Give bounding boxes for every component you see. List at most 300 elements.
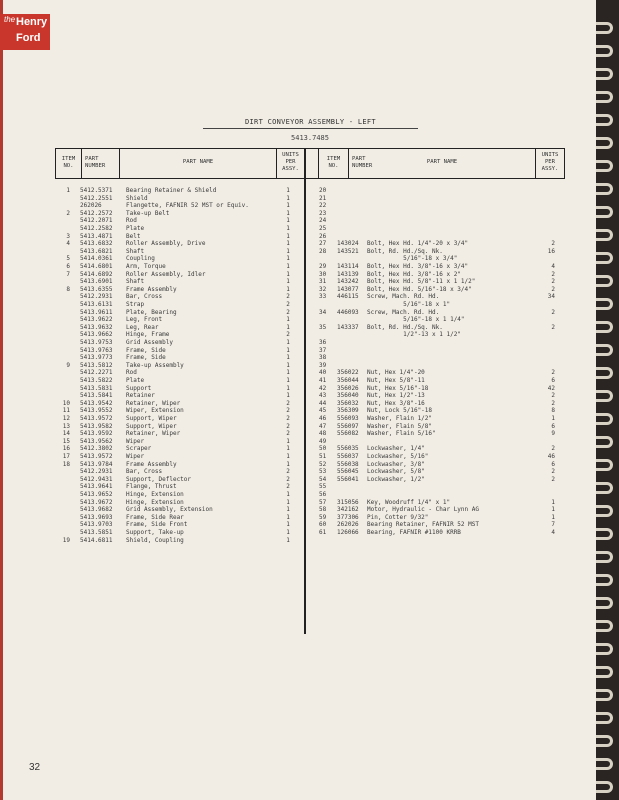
item-number: 52 (319, 460, 327, 468)
part-name: Wiper, Extension (126, 407, 184, 415)
part-number: 5413.9592 (80, 430, 113, 438)
part-name: Shaft (126, 247, 145, 255)
item-number: 11 (62, 407, 70, 415)
part-number: 5413.9682 (80, 506, 113, 514)
table-top-border (55, 148, 565, 149)
header-units (277, 152, 304, 173)
item-number: 23 (319, 209, 327, 217)
col-divider (81, 148, 82, 179)
header-units (536, 152, 564, 173)
part-number: 5414.6892 (80, 270, 113, 278)
part-name: Frame, Side Rear (126, 513, 184, 521)
units-per-assembly: 1 (286, 445, 290, 453)
units-per-assembly: 1 (286, 232, 290, 240)
part-number: 5413.9552 (80, 407, 113, 415)
part-name: Lockwasher, 5/8" (367, 468, 425, 476)
part-name: Nut, Hex 5/16"-18 (367, 384, 429, 392)
part-name: Support, Wiper (126, 415, 177, 422)
part-name: Grid Assembly (126, 339, 173, 346)
item-number: 10 (62, 399, 70, 407)
header-text: PER (544, 159, 556, 165)
item-number: 30 (319, 270, 327, 278)
header-text: NUMBER (352, 163, 373, 169)
part-name: Shaft (126, 278, 145, 286)
part-name: Bolt, Hex Hd. 5/16"-18 x 3/4" (367, 285, 472, 293)
item-number: 38 (319, 354, 327, 362)
part-name: Nut, Hex 5/8"-11 (367, 377, 425, 384)
units-per-assembly: 6 (551, 377, 555, 384)
units-per-assembly: 1 (286, 536, 290, 544)
binding-ring (596, 114, 613, 126)
item-number: 19 (62, 536, 70, 544)
units-per-assembly: 4 (551, 263, 555, 270)
units-per-assembly: 2 (286, 301, 290, 308)
part-number: 5413.6832 (80, 240, 113, 248)
item-number: 53 (319, 468, 327, 476)
part-number: 5414.6811 (80, 536, 113, 544)
header-part-name: PART NAME (182, 159, 214, 165)
part-number: 143024 (337, 240, 359, 248)
part-number: 356026 (337, 384, 359, 392)
part-number: 126066 (337, 529, 359, 536)
page-number: 32 (29, 762, 41, 773)
item-number: 26 (319, 232, 327, 240)
part-name: Roller Assembly, Drive (126, 240, 206, 248)
part-number: 5413.9582 (80, 422, 113, 430)
binding-ring (596, 597, 613, 609)
part-name: Bolt, Hex Hd. 3/8"-16 x 3/4" (367, 263, 469, 270)
units-per-assembly: 9 (551, 430, 555, 438)
units-per-assembly: 1 (286, 453, 290, 460)
item-number: 1 (66, 187, 70, 194)
part-name: 5/16"-18 x 1" (367, 301, 451, 308)
part-number: 5413.5831 (80, 384, 113, 392)
units-per-assembly: 16 (547, 247, 555, 255)
part-name: Shield, Coupling (126, 536, 184, 544)
item-number: 17 (62, 453, 70, 460)
item-number: 13 (62, 422, 70, 430)
header-part-number (85, 156, 119, 170)
part-name: Washer, Flain 5/16" (367, 430, 436, 438)
binding-ring (596, 344, 613, 356)
binding-ring (596, 712, 613, 724)
item-number: 60 (319, 521, 327, 529)
part-name: Bearing Retainer, FAFNIR 52 MST (367, 521, 479, 529)
binding-ring (596, 781, 613, 793)
part-number: 5413.4871 (80, 232, 113, 240)
header-part-name: PART NAME (426, 159, 458, 165)
part-number: 5412.2582 (80, 225, 113, 232)
units-per-assembly: 1 (551, 506, 555, 514)
spiral-binding (596, 0, 619, 800)
header-text: ITEM (326, 156, 341, 162)
units-per-assembly: 6 (551, 460, 555, 468)
part-number: 5413.5812 (80, 361, 113, 369)
item-number: 58 (319, 506, 327, 514)
part-number: 5412.3802 (80, 445, 113, 453)
part-name: Screw, Mach. Rd. Hd. (367, 308, 440, 316)
part-number: 143521 (337, 247, 359, 255)
units-per-assembly: 2 (551, 278, 555, 286)
item-number: 42 (319, 384, 327, 392)
item-number: 28 (319, 247, 327, 255)
units-per-assembly: 1 (286, 339, 290, 346)
item-number: 46 (319, 415, 327, 422)
part-name: Roller Assembly, Idler (126, 270, 206, 278)
units-per-assembly: 4 (551, 529, 555, 536)
part-number: 5413.9572 (80, 415, 113, 422)
units-per-assembly: 7 (551, 521, 555, 529)
units-per-assembly: 1 (286, 278, 290, 286)
part-name: Frame, Side (126, 346, 166, 354)
item-number: 45 (319, 407, 327, 415)
part-name: Frame Assembly (126, 460, 177, 468)
item-number: 55 (319, 483, 327, 491)
item-number: 29 (319, 263, 327, 270)
units-per-assembly: 2 (286, 293, 290, 301)
item-number: 9 (66, 361, 70, 369)
right-border (564, 148, 565, 179)
part-name: Nut, Hex 1/2"-13 (367, 392, 425, 400)
part-number: 556037 (337, 453, 359, 460)
header-text: NO. (63, 163, 74, 169)
part-name: Leg, Front (126, 316, 163, 324)
header-item-no (319, 156, 348, 170)
item-number: 21 (319, 194, 327, 202)
item-number: 59 (319, 513, 327, 521)
units-per-assembly: 1 (286, 217, 290, 225)
part-name: Bolt, Rd. Hd./Sq. Nk. (367, 323, 443, 331)
units-per-assembly: 2 (286, 407, 290, 415)
binding-ring (596, 482, 613, 494)
units-per-assembly: 1 (286, 247, 290, 255)
part-name: Lockwasher, 1/2" (367, 475, 425, 483)
binding-ring (596, 275, 613, 287)
part-number: 356040 (337, 392, 359, 400)
part-name: Wiper (126, 453, 145, 460)
header-text: PART (352, 156, 366, 162)
item-number: 20 (319, 187, 327, 194)
center-divider (304, 148, 306, 634)
part-number: 5413.9652 (80, 491, 113, 498)
part-name: Retainer, Wiper (126, 430, 181, 438)
item-number: 24 (319, 217, 327, 225)
table-row (319, 529, 565, 537)
header-text: ASSY. (541, 166, 559, 172)
part-name: Strap (126, 301, 145, 308)
logo-text-henry: Henry (16, 16, 48, 28)
part-name: Bolt, Hex Hd. 3/8"-16 x 2" (367, 270, 461, 278)
part-name: Rod (126, 217, 137, 225)
part-name: Nut, Lock 5/16"-18 (367, 407, 433, 415)
binding-ring (596, 367, 613, 379)
part-number: 5413.6131 (80, 301, 113, 308)
binding-ring (596, 206, 613, 218)
units-per-assembly: 2 (286, 331, 290, 339)
part-name: Support (126, 384, 152, 392)
part-number: 5413.9693 (80, 513, 113, 521)
item-number: 3 (66, 232, 70, 240)
units-per-assembly: 1 (286, 354, 290, 362)
units-per-assembly: 1 (286, 491, 290, 498)
units-per-assembly: 2 (551, 270, 555, 278)
binding-ring (596, 137, 613, 149)
part-number: 356309 (337, 407, 359, 415)
part-name: Motor, Hydraulic - Char Lynn AG (367, 506, 479, 514)
part-name: Arm, Torque (126, 263, 166, 270)
units-per-assembly: 2 (551, 392, 555, 400)
header-text: PART (85, 156, 99, 162)
units-per-assembly: 2 (286, 422, 290, 430)
item-number: 18 (62, 460, 70, 468)
units-per-assembly: 42 (547, 384, 555, 392)
binding-ring (596, 643, 613, 655)
item-number: 57 (319, 498, 327, 506)
units-per-assembly: 2 (551, 399, 555, 407)
part-number: 143077 (337, 285, 359, 293)
header-text: ITEM (61, 156, 76, 162)
units-per-assembly: 1 (286, 209, 290, 217)
units-per-assembly: 2 (286, 399, 290, 407)
part-number: 5413.9572 (80, 453, 113, 460)
units-per-assembly: 1 (286, 225, 290, 232)
part-name: Bearing, FAFNIR #1100 KRRB (367, 529, 461, 536)
header-text: PER (285, 159, 296, 165)
binding-ring (596, 22, 613, 34)
part-name: Hinge, Frame (126, 331, 170, 339)
part-name: Frame, Side Front (126, 521, 188, 529)
binding-ring (596, 252, 613, 264)
part-number: 5413.5851 (80, 529, 113, 536)
item-number: 36 (319, 339, 327, 346)
part-name: Shield (126, 194, 148, 202)
part-name: Grid Assembly, Extension (126, 506, 213, 514)
binding-ring (596, 321, 613, 333)
item-number: 6 (66, 263, 70, 270)
part-number: 143337 (337, 323, 359, 331)
part-name: Bolt, Hex Hd. 5/8"-11 x 1 1/2" (367, 278, 476, 286)
item-number: 37 (319, 346, 327, 354)
units-per-assembly: 1 (286, 437, 290, 445)
part-name: Lockwasher, 3/8" (367, 460, 425, 468)
item-number: 27 (319, 240, 327, 248)
binding-ring (596, 459, 613, 471)
part-number: 5413.9611 (80, 308, 113, 316)
units-per-assembly: 1 (286, 202, 290, 210)
units-per-assembly: 2 (286, 415, 290, 422)
part-name: Leg, Rear (126, 323, 159, 331)
item-number: 48 (319, 430, 327, 438)
page-title: DIRT CONVEYOR ASSEMBLY - LEFT (245, 118, 376, 126)
binding-ring (596, 574, 613, 586)
binding-ring (596, 160, 613, 172)
part-number: 556097 (337, 422, 359, 430)
units-per-assembly: 6 (551, 422, 555, 430)
item-number: 61 (319, 529, 327, 536)
part-number: 377306 (337, 513, 359, 521)
units-per-assembly: 1 (286, 255, 290, 263)
item-number: 8 (66, 285, 70, 293)
part-name: Retainer (126, 392, 155, 400)
part-number: 5413.9641 (80, 483, 113, 491)
binding-ring (596, 91, 613, 103)
units-per-assembly: 1 (286, 369, 290, 377)
units-per-assembly: 2 (551, 285, 555, 293)
logo-text-the: the (4, 15, 16, 24)
part-name: Lockwasher, 5/16" (367, 453, 429, 460)
units-per-assembly: 2 (286, 468, 290, 476)
part-number: 5413.6821 (80, 247, 113, 255)
part-name: Retainer, Wiper (126, 399, 181, 407)
part-number: 5414.6801 (80, 263, 113, 270)
part-name: Key, Woodruff 1/4" x 1" (367, 498, 451, 506)
part-name: 1/2"-13 x 1 1/2" (367, 331, 461, 339)
units-per-assembly: 1 (286, 187, 290, 194)
part-name: Frame, Side (126, 354, 166, 362)
item-number: 32 (319, 285, 327, 293)
part-number: 143139 (337, 270, 359, 278)
part-name: Coupling (126, 255, 155, 263)
part-name: Bar, Cross (126, 468, 163, 476)
parts-table (55, 148, 565, 634)
title-underline (203, 128, 418, 129)
part-number: 5412.9431 (80, 475, 113, 483)
units-per-assembly: 1 (286, 521, 290, 529)
item-number: 54 (319, 475, 327, 483)
item-number: 12 (62, 415, 70, 422)
item-number: 25 (319, 225, 327, 232)
part-name: Wiper (126, 437, 145, 445)
binding-ring (596, 413, 613, 425)
units-per-assembly: 1 (286, 377, 290, 384)
part-name: Take-up Belt (126, 209, 170, 217)
logo-text-ford: Ford (16, 32, 41, 44)
table-row (55, 537, 304, 545)
header-text: UNITS (541, 152, 559, 158)
units-per-assembly: 2 (286, 483, 290, 491)
part-number: 5413.9703 (80, 521, 113, 529)
part-number: 5414.0361 (80, 255, 113, 263)
binding-ring (596, 689, 613, 701)
item-number: 14 (62, 430, 70, 438)
part-number: 5412.2931 (80, 293, 113, 301)
item-number: 33 (319, 293, 327, 301)
binding-ring (596, 758, 613, 770)
header-text: UNITS (282, 152, 299, 158)
part-number: 5413.9753 (80, 339, 113, 346)
binding-ring (596, 505, 613, 517)
units-per-assembly: 8 (551, 407, 555, 415)
units-per-assembly: 1 (286, 384, 290, 392)
part-number: 556038 (337, 460, 359, 468)
item-number: 4 (66, 240, 70, 248)
binding-ring (596, 666, 613, 678)
part-name: Support, Take-up (126, 529, 184, 536)
part-number: 556082 (337, 430, 359, 438)
units-per-assembly: 1 (286, 323, 290, 331)
units-per-assembly: 1 (286, 285, 290, 293)
item-number: 51 (319, 453, 327, 460)
part-number: 143242 (337, 278, 359, 286)
item-number: 5 (66, 255, 70, 263)
part-name: Bolt, Hex Hd. 1/4"-20 x 3/4" (367, 240, 469, 248)
binding-ring (596, 551, 613, 563)
part-number: 5412.2551 (80, 194, 113, 202)
units-per-assembly: 1 (286, 506, 290, 514)
binding-ring (596, 436, 613, 448)
part-number: 446115 (337, 293, 359, 301)
part-number: 5412.2572 (80, 209, 113, 217)
units-per-assembly: 34 (547, 293, 555, 301)
part-name: Scraper (126, 445, 152, 453)
item-number: 47 (319, 422, 327, 430)
units-per-assembly: 2 (551, 369, 555, 377)
part-name: Rod (126, 369, 137, 377)
units-per-assembly: 2 (551, 240, 555, 248)
item-number: 34 (319, 308, 327, 316)
part-number: 5413.9773 (80, 354, 113, 362)
part-number: 5412.2071 (80, 217, 113, 225)
binding-ring (596, 45, 613, 57)
part-number: 5413.6901 (80, 278, 113, 286)
item-number: 31 (319, 278, 327, 286)
part-number: 315056 (337, 498, 359, 506)
item-number: 44 (319, 399, 327, 407)
part-number: 5413.9562 (80, 437, 113, 445)
part-number: 446093 (337, 308, 359, 316)
part-name: Bolt, Rd. Hd./Sq. Nk. (367, 247, 443, 255)
part-number: 5413.9542 (80, 399, 113, 407)
units-per-assembly: 2 (551, 468, 555, 476)
units-per-assembly: 2 (551, 445, 555, 453)
units-per-assembly: 1 (286, 460, 290, 468)
part-number: 5413.9632 (80, 323, 113, 331)
part-number: 356032 (337, 399, 359, 407)
units-per-assembly: 1 (286, 316, 290, 324)
units-per-assembly: 1 (286, 240, 290, 248)
item-number: 16 (62, 445, 70, 453)
henry-ford-logo (0, 14, 50, 50)
part-name: Support, Deflector (126, 475, 192, 483)
part-name: Belt (126, 232, 141, 240)
part-name: Hinge, Extension (126, 491, 184, 498)
part-name: Frame Assembly (126, 285, 177, 293)
units-per-assembly: 1 (551, 513, 555, 521)
units-per-assembly: 1 (286, 498, 290, 506)
part-number: 356044 (337, 377, 359, 384)
part-name: Lockwasher, 1/4" (367, 445, 425, 453)
part-name: Nut, Hex 1/4"-20 (367, 369, 425, 377)
part-name: Flange, Thrust (126, 483, 177, 491)
part-name: Bar, Cross (126, 293, 163, 301)
item-number: 41 (319, 377, 327, 384)
part-number: 5413.9672 (80, 498, 113, 506)
part-name: 5/16"-18 x 3/4" (367, 255, 458, 263)
item-number: 39 (319, 361, 327, 369)
part-name: Flangette, FAFNIR 52 MST or Equiv. (126, 202, 249, 210)
units-per-assembly: 1 (286, 513, 290, 521)
part-number: 5412.2931 (80, 468, 113, 476)
units-per-assembly: 1 (286, 194, 290, 202)
part-name: Plate, Bearing (126, 308, 177, 316)
item-number: 15 (62, 437, 70, 445)
part-number: 262026 (80, 202, 102, 210)
part-name: Plate (126, 377, 145, 384)
part-number: 342162 (337, 506, 359, 514)
part-name: Washer, Flain 1/2" (367, 415, 433, 422)
part-name: Pin, Cotter 9/32" (367, 513, 429, 521)
part-number: 5412.2271 (80, 369, 113, 377)
